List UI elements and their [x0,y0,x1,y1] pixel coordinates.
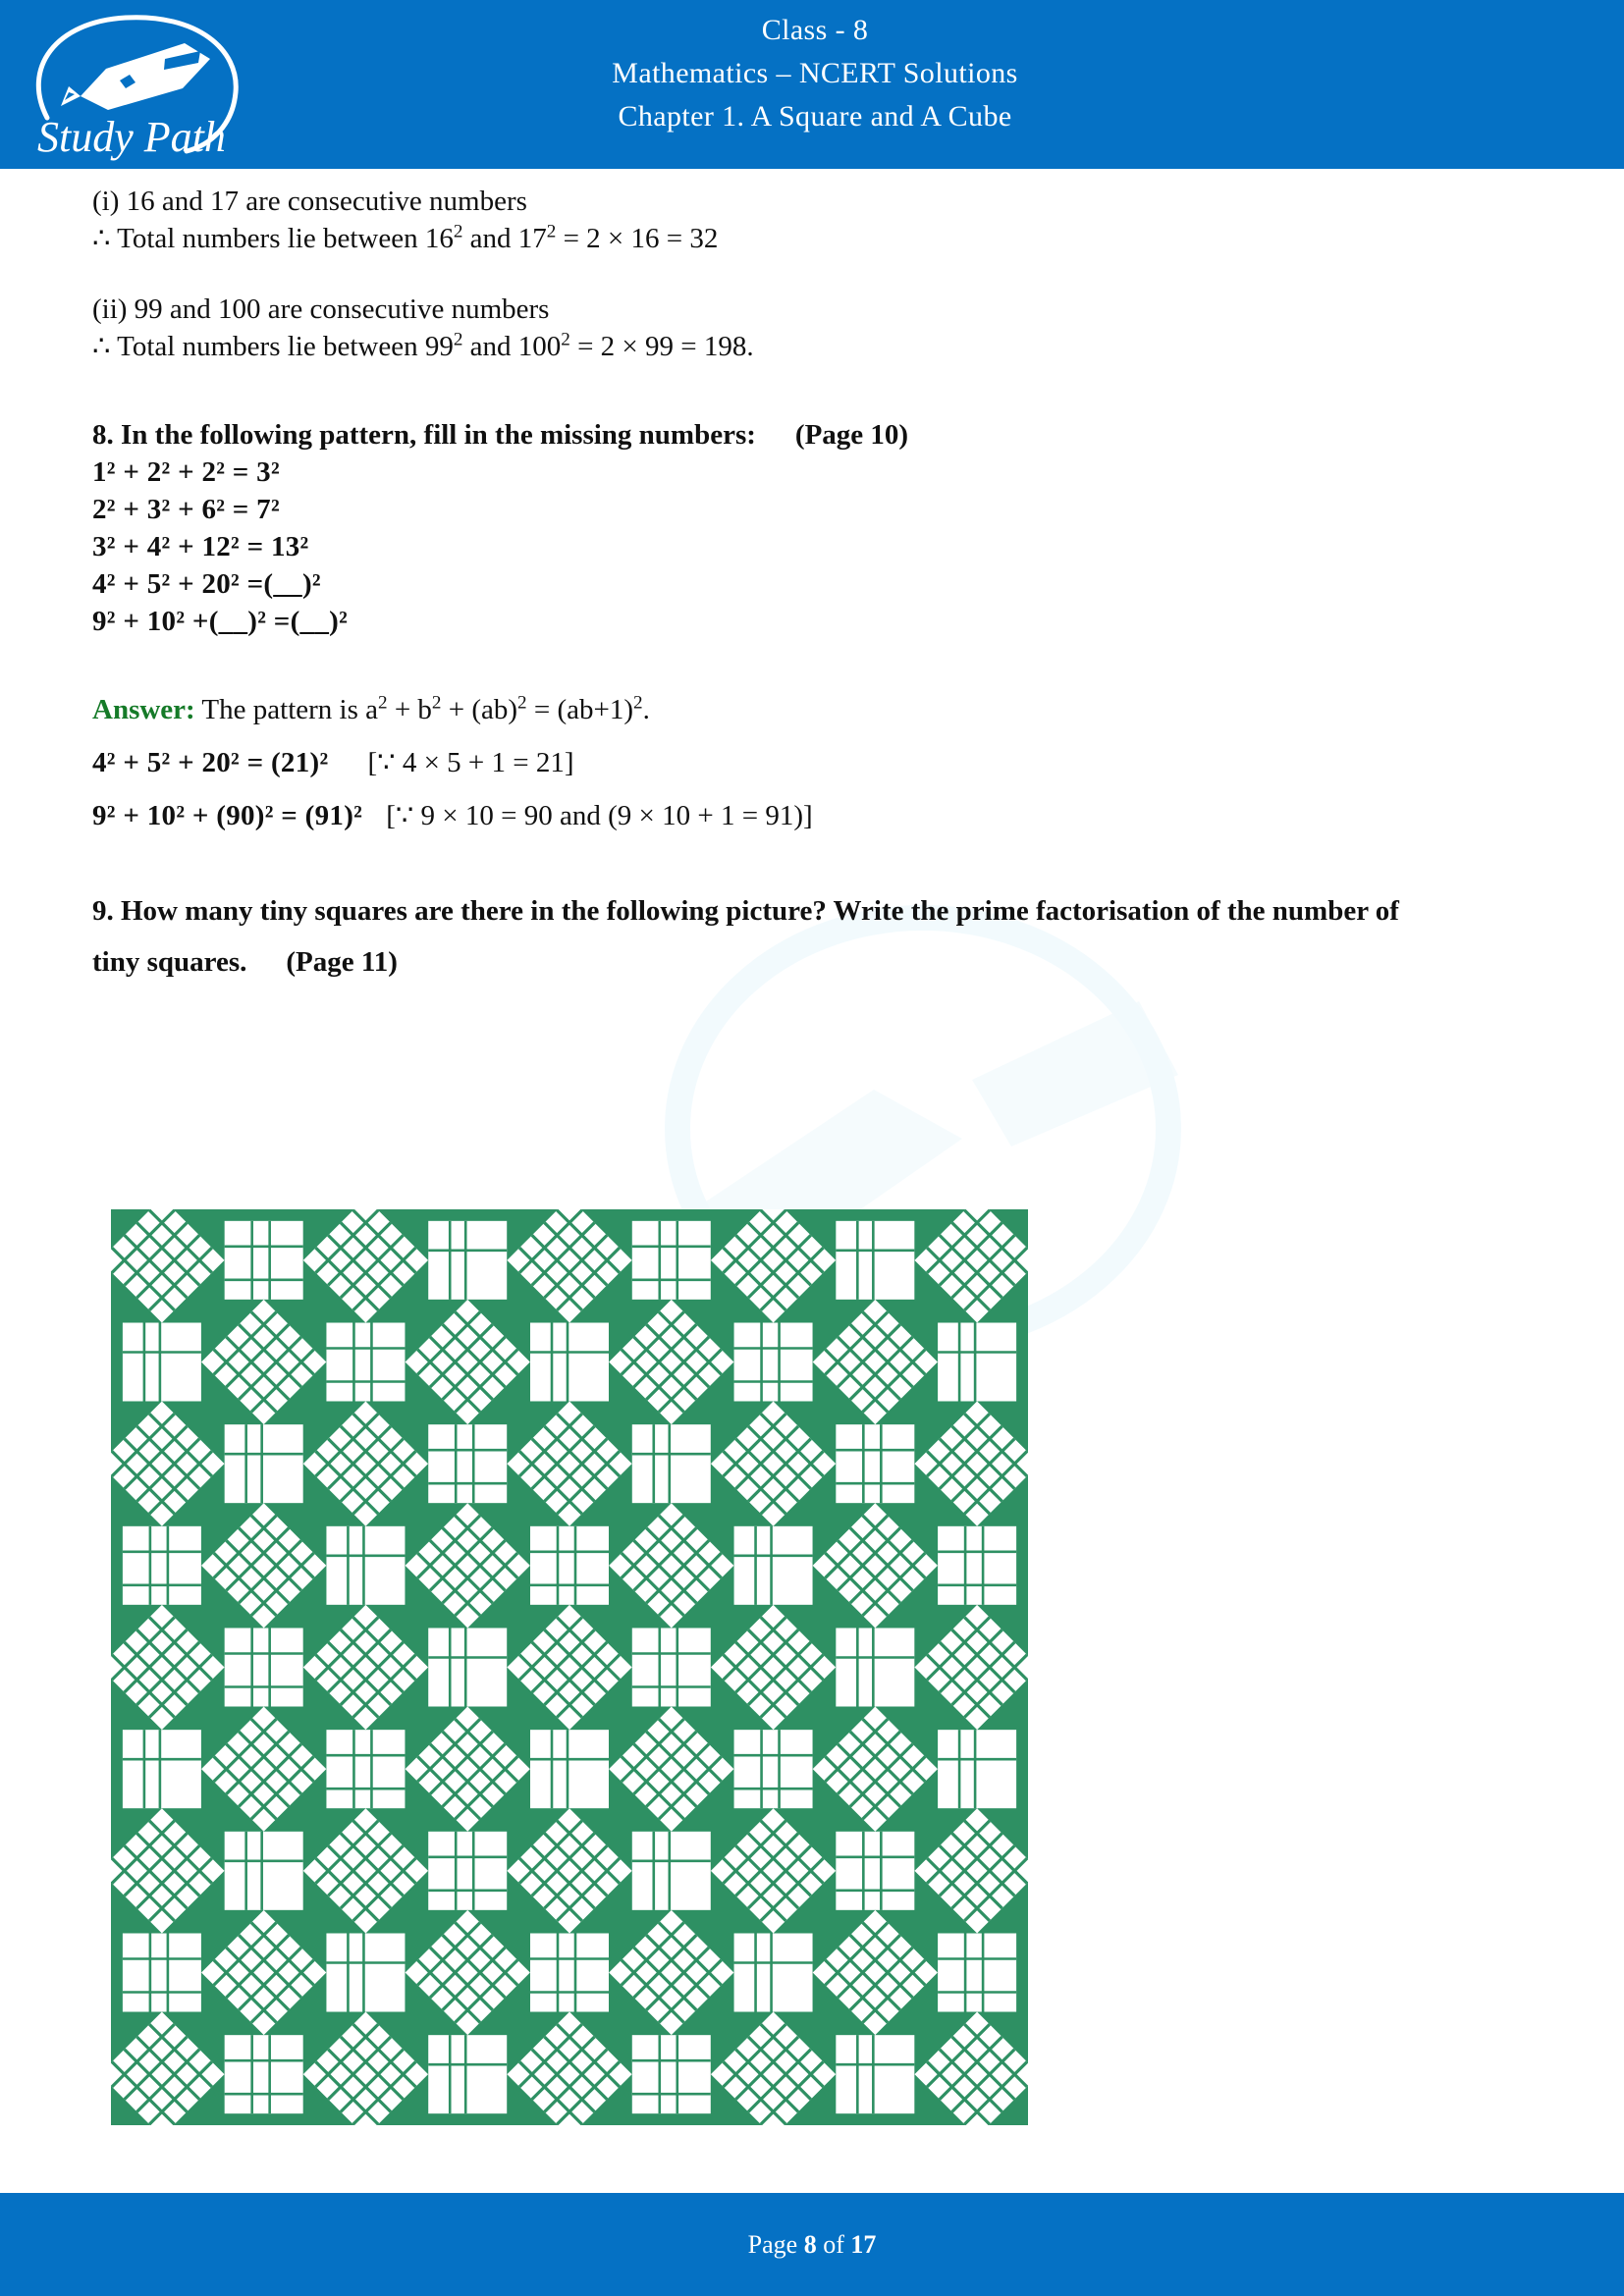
answer-sup-2: 2 [431,692,442,714]
question-8-page-ref: (Page 10) [794,419,909,451]
page-total: 17 [850,2230,877,2259]
header-class-line: Class - 8 [761,14,869,46]
page-footer [0,2193,1624,2296]
question-9-page-ref: (Page 11) [286,946,398,978]
question-9-text: 9. How many tiny squares are there in the following picture? Write the prime factorisation of the number of tiny squares. [92,895,1399,978]
header-chapter-line: Chapter 1. A Square and A Cube [618,100,1012,133]
tiny-squares-figure [111,1209,1028,2125]
answer-sup-4: 2 [633,692,643,714]
answer-text-pre: The pattern is a [194,694,378,725]
answer-part-i-result [0,220,1624,257]
part-ii-result-pre: ∴ Total numbers lie between 99 [92,331,454,362]
pattern-line-3: 3² + 4² + 12² = 13² [92,531,309,562]
answer-eq-1: 4² + 5² + 20² = (21)² [92,747,329,778]
part-i-sup-1: 2 [453,221,463,242]
answer-sup-1: 2 [378,692,388,714]
part-ii-sup-1: 2 [453,329,463,350]
svg-text:Study Path: Study Path [37,113,226,161]
part-i-result-tail: = 2 × 16 = 32 [556,223,719,254]
pattern-line-1: 1² + 2² + 2² = 3² [92,456,280,488]
question-8-heading [0,416,1624,454]
page-number [0,2230,1624,2260]
pattern-line-5: 9² + 10² +(__)² =(__)² [92,606,349,637]
page-current: 8 [803,2230,817,2259]
pattern-line-2: 2² + 3² + 6² = 7² [92,494,280,525]
page-content [0,169,1624,988]
answer-text-mid-3: = (ab+1) [526,694,633,725]
answer-text-mid-1: + b [387,694,432,725]
part-i-result-mid: and 17 [462,223,547,254]
question-8-text: 8. In the following pattern, fill in the missing numbers: [92,419,756,451]
part-i-result-pre: ∴ Total numbers lie between 16 [92,223,454,254]
study-path-logo [18,8,253,163]
question-9-heading [0,885,1624,988]
answer-text-end: . [642,694,650,725]
answer-statement [0,691,1624,728]
answer-equation-line-1 [0,744,1624,781]
page-middle: of [816,2230,851,2259]
answer-sup-3: 2 [517,692,527,714]
part-ii-sup-2: 2 [561,329,570,350]
answer-equation-line-2 [0,797,1624,834]
answer-text-mid-2: + (ab) [441,694,518,725]
page-header [0,0,1624,169]
part-i-sup-2: 2 [546,221,557,242]
header-titles [295,6,1335,133]
page-prefix: Page [747,2230,804,2259]
part-ii-result-mid: and 100 [462,331,562,362]
answer-note-2: [∵ 9 × 10 = 90 and (9 × 10 + 1 = 91)] [386,800,813,831]
answer-eq-2: 9² + 10² + (90)² = (91)² [92,800,363,831]
part-ii-result-tail: = 2 × 99 = 198. [569,331,754,362]
answer-part-ii-statement: (ii) 99 and 100 are consecutive numbers [92,294,550,325]
fountain-pen-icon [61,43,210,110]
answer-part-i-statement: (i) 16 and 17 are consecutive numbers [92,186,527,217]
answer-part-ii-result [0,328,1624,365]
pattern-line-4: 4² + 5² + 20² =(__)² [92,568,321,600]
answer-label: Answer: [92,694,195,725]
header-subject-line: Mathematics – NCERT Solutions [612,57,1018,89]
answer-note-1: [∵ 4 × 5 + 1 = 21] [367,747,574,778]
